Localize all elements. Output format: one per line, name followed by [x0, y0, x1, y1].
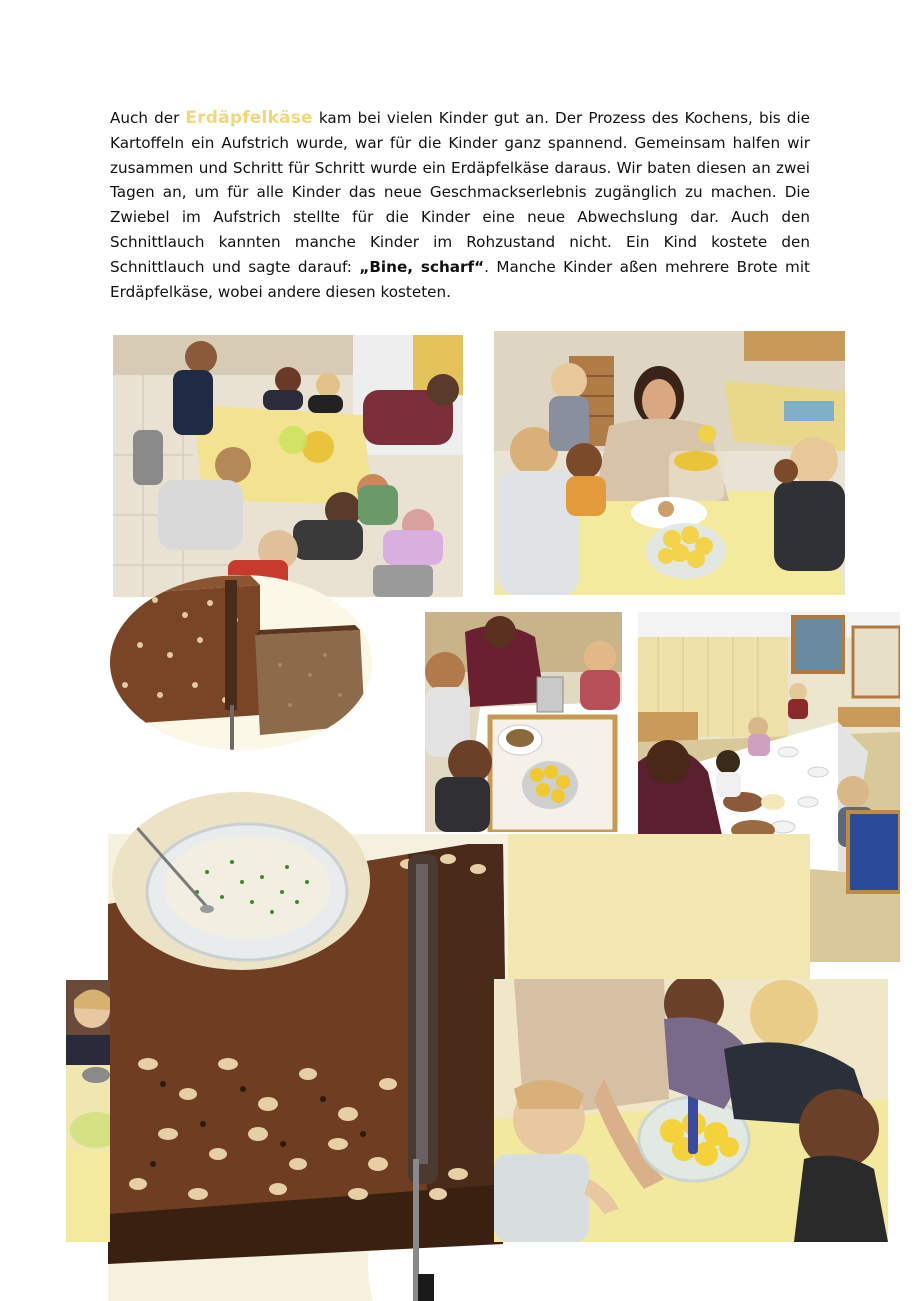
highlight-word: Erdäpfelkäse [185, 108, 313, 128]
text-intro: Auch der [110, 109, 186, 127]
photo-grating-potatoes [425, 612, 622, 832]
photo-woman-peeling-potatoes [494, 331, 845, 595]
photo-spread-bowl-oval [112, 792, 370, 970]
photo-children-mashing [494, 979, 888, 1242]
body-paragraph [110, 106, 810, 304]
photo-children-at-table [113, 335, 463, 597]
child-quote: „Bine, scharf“ [359, 257, 485, 276]
photo-child-left-edge [66, 980, 110, 1242]
text-outro: . Manche Kinder aßen mehrere Brote mit Erdäpfelkäse, wobei andere diesen kosteten. [110, 257, 810, 301]
text-body: kam bei vielen Kinder gut an. Der Prozess des Kochens, bis die Kartoffeln ein Aufstrich wurde, war für die Kinder ganz spannend. Gemeinsam halfen wir zusammen und Schritt für Schritt wurde ein Erdäpfelkäse daraus. Wir baten diesen an zwei Tagen an, um für alle Kinder das neue Geschmackserlebnis zugänglich zu machen. Die Zwiebel im Aufstrich stellte für die Kinder eine neue Abwechslung dar. Auch den Schnittlauch kannten manche Kinder im Rohzustand nicht. Ein Kind kostete den Schnittlauch und sagte darauf: [110, 109, 811, 276]
photo-bread-loaf-oval [110, 575, 372, 750]
